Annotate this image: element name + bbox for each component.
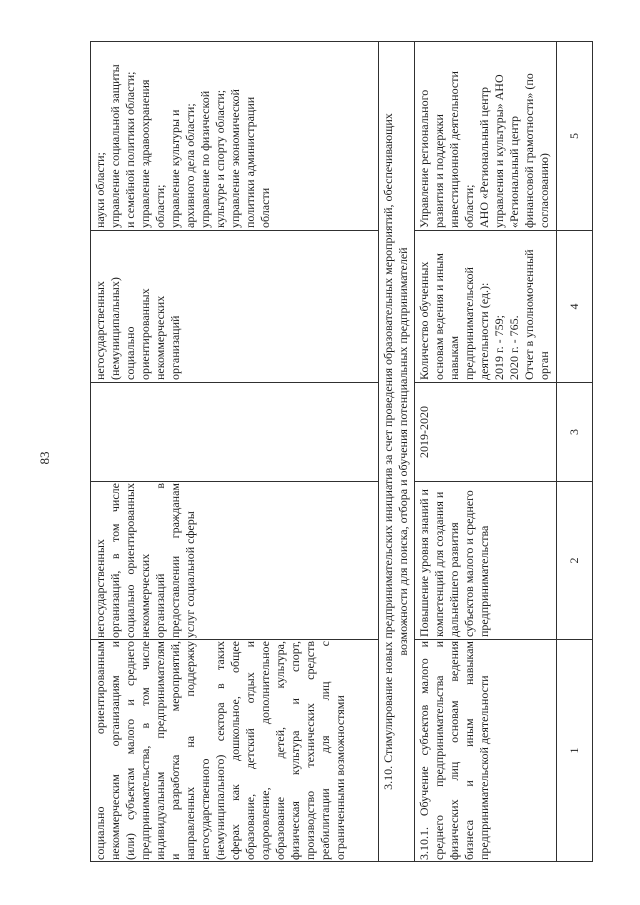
- text-line: сферах как дошкольное, общее: [228, 641, 242, 860]
- text-line: Управление регионального: [417, 89, 431, 228]
- text-line: управление экономической: [228, 89, 242, 228]
- column-number-2: 2: [557, 482, 593, 640]
- text-line: АНО «Региональный центр: [477, 87, 491, 228]
- cell-executor: [415, 42, 557, 231]
- text-line: дальнейшего развития: [447, 522, 461, 637]
- text-line: ориентированных: [138, 288, 152, 380]
- text-line: науки области;: [93, 152, 107, 228]
- text-line: 2019 г. - 759;: [492, 315, 506, 380]
- text-line: Количество обученных: [417, 261, 431, 380]
- cell-executor: [91, 42, 379, 231]
- table-column-numbers-row: [557, 42, 593, 862]
- text-line: предпринимательской: [462, 267, 476, 380]
- text-line: навыкам: [447, 335, 461, 380]
- text-line: ограниченными возможностями: [333, 695, 347, 860]
- text-line: негосударственных: [93, 539, 107, 638]
- text-line: социально ориентированных: [123, 483, 137, 638]
- text-line: возможности для поиска, отбора и обучения потенциальных предпринимателей: [396, 247, 410, 656]
- text-line: негосударственного: [198, 758, 212, 860]
- text-line: некоммерческим организациям и: [108, 641, 122, 860]
- cell-indicator: [91, 231, 379, 383]
- page-number: 83: [37, 451, 52, 465]
- cell-indicator: [415, 231, 557, 383]
- table-row-continuation: [91, 42, 379, 862]
- text-line: образование детей, культура,: [273, 641, 287, 860]
- text-line: (или) субъектам малого и среднего: [123, 641, 137, 860]
- text-line: управление здравоохранения: [138, 79, 152, 228]
- text-line: физическая культура и спорт,: [288, 641, 302, 860]
- column-number-3: 3: [557, 383, 593, 482]
- text-line: 3.10. Стимулирование новых предпринимательских инициатив за счет проведения образовательных мероприятий, обеспечивающих: [381, 113, 395, 790]
- text-line: некоммерческих: [153, 295, 167, 380]
- text-line: индивидуальным предпринимателям: [153, 641, 167, 860]
- text-line: среднего предпринимательства и: [432, 641, 446, 860]
- text-line: 2019-2020: [417, 406, 431, 458]
- column-number-4: 4: [557, 231, 593, 383]
- text-line: деятельности (ед.):: [477, 282, 491, 380]
- program-measures-table: [90, 41, 593, 862]
- text-line: производство технических средств: [303, 641, 317, 860]
- text-line: физических лиц основам ведения: [447, 641, 461, 860]
- column-number-5: 5: [557, 42, 593, 231]
- cell-measure: [415, 640, 557, 862]
- text-line: компетенций для создания и: [432, 491, 446, 637]
- cell-purpose: [91, 482, 379, 640]
- rotated-table-sheet: [90, 42, 592, 862]
- text-line: бизнеса и иным навыкам: [462, 641, 476, 860]
- text-line: негосударственных: [93, 281, 107, 380]
- text-line: и семейной политики области;: [123, 71, 137, 228]
- table-row-3-10-1: [415, 42, 557, 862]
- text-line: организаций, в том числе: [108, 483, 122, 638]
- text-line: управление культуры и: [168, 109, 182, 228]
- text-line: и разработка мероприятий,: [168, 641, 182, 860]
- text-line: (немуниципальных): [108, 277, 122, 380]
- text-line: организаций в: [153, 483, 167, 638]
- text-line: культуре и спорту области;: [213, 89, 227, 228]
- text-line: предпринимательства, в том числе: [138, 641, 152, 860]
- text-line: финансовой грамотности» (по: [522, 73, 536, 228]
- cell-purpose: [415, 482, 557, 640]
- text-line: услуг социальной сферы: [183, 511, 197, 638]
- text-line: области: [258, 187, 272, 228]
- text-line: предпринимательской деятельности: [477, 675, 491, 860]
- text-line: некоммерческих: [138, 553, 152, 638]
- text-line: (немуниципального) сектора в таких: [213, 641, 227, 860]
- text-line: предоставлении гражданам: [168, 483, 182, 638]
- section-heading-cell: [379, 42, 415, 862]
- text-line: направленных на поддержку: [183, 641, 197, 860]
- text-line: организаций: [168, 315, 182, 380]
- cell-period: [415, 383, 557, 482]
- text-line: социально: [123, 326, 137, 380]
- text-line: оздоровление, дополнительное: [258, 641, 272, 860]
- table-row-section-3-10: [379, 42, 415, 862]
- text-line: управления и культуры» АНО: [492, 74, 506, 228]
- text-line: согласованию): [537, 153, 551, 228]
- text-line: инвестиционной деятельности: [447, 71, 461, 228]
- text-line: социально ориентированным: [93, 641, 107, 860]
- cell-period: [91, 383, 379, 482]
- text-line: области;: [462, 184, 476, 228]
- text-line: развития и поддержки: [432, 114, 446, 228]
- text-line: орган: [537, 351, 551, 380]
- text-line: Повышение уровня знаний и: [417, 489, 431, 637]
- text-line: области;: [153, 184, 167, 228]
- text-line: Отчет в уполномоченный: [522, 249, 536, 380]
- text-line: 2020 г. - 765.: [507, 315, 521, 380]
- cell-measure: [91, 640, 379, 862]
- text-line: архивного дела области;: [183, 103, 197, 228]
- text-line: основам ведения и иным: [432, 253, 446, 380]
- text-line: реабилитации для лиц с: [318, 641, 332, 860]
- column-number-1: 1: [557, 640, 593, 862]
- text-line: управление по физической: [198, 90, 212, 228]
- text-line: управление социальной защиты: [108, 64, 122, 228]
- text-line: «Региональный центр: [507, 116, 521, 228]
- text-line: политики администрации: [243, 96, 257, 228]
- text-line: предпринимательства: [477, 525, 491, 637]
- text-line: субъектов малого и среднего: [462, 490, 476, 637]
- text-line: 3.10.1. Обучение субъектов малого и: [417, 641, 431, 860]
- text-line: образование, детский отдых и: [243, 641, 257, 860]
